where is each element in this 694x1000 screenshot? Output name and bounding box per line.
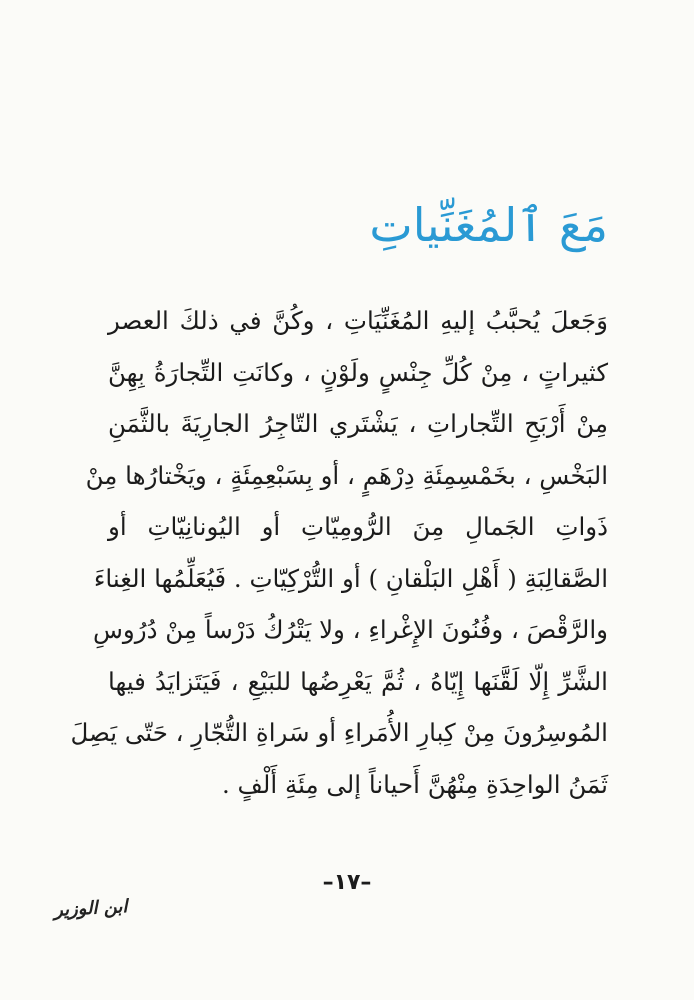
- paragraph-line-4: البَخْسِ ، بخَمْسِمِئَةِ دِرْهَمٍ ، أو بِسَبْعِمِئَةٍ ، ويَخْتارُها مِنْ: [85, 460, 608, 490]
- body-paragraph: [70, 295, 608, 810]
- paragraph-line-2: كثيراتٍ ، مِنْ كُلِّ جِنْسٍ ولَوْنٍ ، وكانَتِ التِّجارَةُ بِهِنَّ: [108, 357, 608, 387]
- paragraph-line-6: الصَّقالِبَةِ ( أَهْلِ البَلْقانِ ) أو التُّرْكِيّاتِ . فَيُعَلِّمُها الغِناءَ: [93, 563, 608, 593]
- paragraph-line-8: الشَّرِّ إِلّا لَقَّنَها إِيّاهُ ، ثُمَّ يَعْرِضُها للبَيْعِ ، فَيَتَزايَدُ فيها: [108, 666, 608, 696]
- paragraph-line-1: وَجَعلَ يُحبَّبُ إليهِ المُغَنِّيَاتِ ، وكُنَّ في ذلكَ العصر: [108, 306, 608, 335]
- page-number: –١٧–: [322, 870, 372, 895]
- handwritten-signature: ابن الوزير: [53, 896, 128, 921]
- chapter-title: مَعَ ٱلمُغَنِّياتِ: [369, 198, 608, 252]
- paragraph-line-5: ذَواتِ الجَمالِ مِنَ الرُّومِيّاتِ أو اليُونانِيّاتِ أو: [108, 512, 608, 541]
- paragraph-line-7: والرَّقْصَ ، وفُنُونَ الإِغْراءِ ، ولا يَتْرُكُ دَرْساً مِنْ دُرُوسِ: [93, 615, 608, 644]
- paragraph-line-10: ثَمَنُ الواحِدَةِ مِنْهُنَّ أَحياناً إلى مِئَةِ أَلْفٍ .: [221, 769, 608, 799]
- paragraph-line-3: مِنْ أَرْبَحِ التِّجاراتِ ، يَشْتَري التّاجِرُ الجارِيَةَ بالثَّمَنِ: [108, 409, 608, 438]
- paragraph-line-9: المُوسِرُونَ مِنْ كِبارِ الأُمَراءِ أو سَراةِ التُّجّارِ ، حَتّى يَصِلَ: [70, 718, 608, 747]
